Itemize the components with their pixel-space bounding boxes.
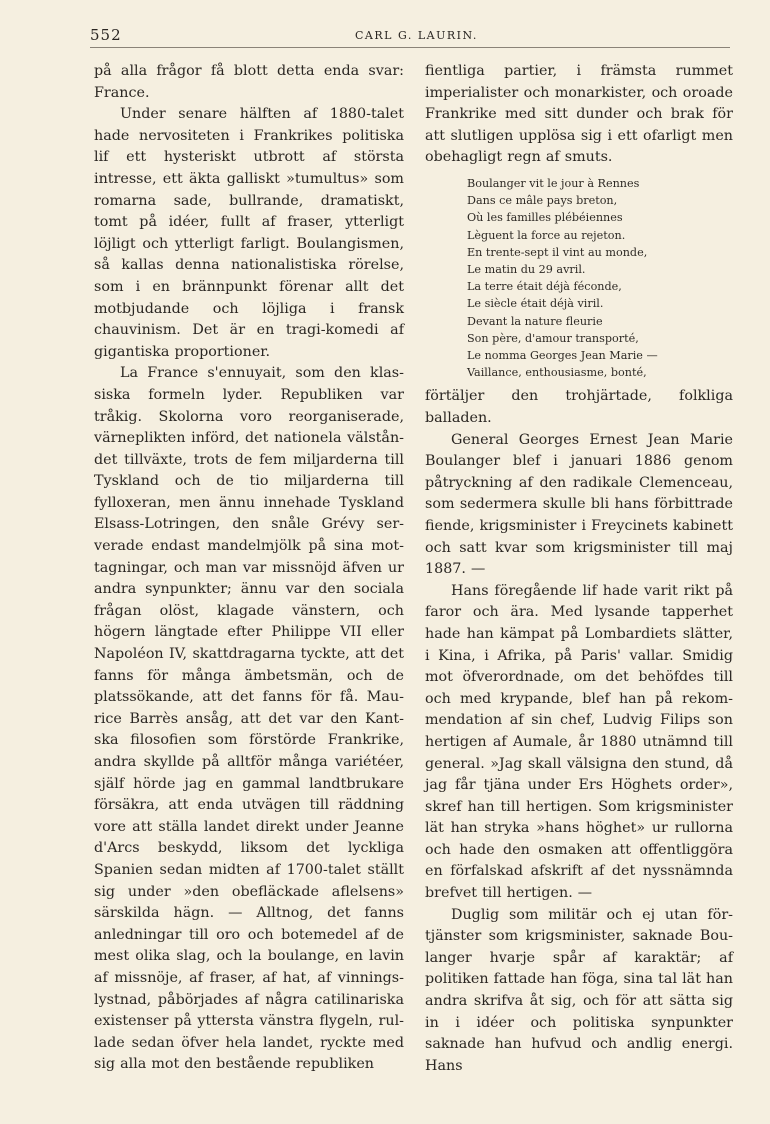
- paragraph: fientliga partier, i främsta rummet imperialister och monarkister, och oroade Frankrike med sitt dunder och brak för att slutligen upplösa sig i ett ofarligt men obehagligt regn af smuts.: [425, 63, 733, 166]
- verse-line: La terre était déjà féconde,: [467, 280, 622, 294]
- verse-line: Boulanger vit le jour à Rennes: [467, 176, 640, 190]
- verse-line: Vaillance, enthousiasme, bonté,: [467, 366, 647, 380]
- verse-line: Dans ce mâle pays breton,: [467, 194, 618, 208]
- verse-line: Son père, d'amour transporté,: [467, 331, 639, 345]
- paragraph: La France s'ennuyait, som den klassiska formeln lyder. Republiken var tråkig. Skolorna voro reorganiserade, värneplikten införd, det nationela välståndet tillväxte, trots de fem miljarderna till Tyskland och de tio miljarderna till fylloxeran, men ännu innehade Tyskland Elsass-Lotringen, den snåle Grévy serverade endast mandelmjölk på sina mottagningar, och man var missnöjd äfven ur andra synpunkter; ännu var den sociala frågan olöst, klagade vänstern, och högern längtade efter Philippe VII eller Napoléon IV, skattdragarna tyckte, att det fanns för många ämbetsmän, och de platssökande, att det fanns för få. Maurice Barrès ansåg, att det var den Kantska filosofien som förstörde Frankrike, andra skyllde på alltför många variétéer, själf hörde jag en gammal landtbrukare försäkra, att enda utvägen till räddning vore att ställa landet direkt under Jeanne d'Arcs beskydd, liksom det lyckliga Spanien sedan midten af 1700-talet ställt sig under »den obefläckade aflelsens» särskilda hägn. — Alltnog, det fanns anledningar till oro och botemedel af de mest olika slag, och la boulange, en lavin af missnöje, af fraser, af hat, af vinningslystnad, påbörjades af några catilinariska existenser på yttersta vänstra flygeln, rullade sedan öfver hela landet, ryckte med sig alla mot den bestående republiken: [94, 365, 404, 1073]
- right-column: [425, 61, 733, 1077]
- running-head: CARL G. LAURIN.: [355, 29, 478, 42]
- header-rule: [90, 47, 730, 48]
- ballad-verse: [467, 175, 733, 381]
- paragraph: Duglig som militär och ej utan förtjänster som krigsminister, saknade Boulanger hvarje spår af karaktär; af politiken fattade han föga, sina tal lät han andra skrifva åt sig, och för att sätta sig in i idéer och politiska synpunkter saknade han hufvud och andlig energi. Hans: [425, 906, 733, 1074]
- verse-line: Où les familles plébéiennes: [467, 211, 623, 225]
- verse-line: En trente-sept il vint au monde,: [467, 245, 648, 259]
- verse-line: Le matin du 29 avril.: [467, 262, 586, 276]
- paragraph: förtäljer den trohjärtade, folkliga balladen.: [425, 388, 733, 426]
- paragraph: Under senare hälften af 1880-talet hade nervositeten i Frankrikes politiska lif ett hysteriskt utbrott af största intresse, ett äkta galliskt »tumultus» som romarna sade, bullrande, dramatiskt, tomt på idéer, fullt af fraser, ytterligt löjligt och ytterligt farligt. Boulangismen, så kallas denna nationalistiska rörelse, som i en brännpunkt förenar allt det motbjudande och löjliga i fransk chauvinism. Det är en tragi-komedi af gigantiska proportioner.: [94, 106, 404, 360]
- left-column: [94, 61, 404, 1076]
- page-header: [90, 22, 730, 46]
- paragraph: General Georges Ernest Jean Marie Boulanger blef i januari 1886 genom påtryckning af den radikale Clemenceau, som sedermera skulle bli hans förbittrade fiende, krigsminister i Freycinets kabinett och satt kvar som krigsminister till maj 1887. —: [425, 431, 733, 578]
- verse-line: Devant la nature fleurie: [467, 314, 603, 328]
- paragraph: Hans föregående lif hade varit rikt på faror och ära. Med lysande tapperhet hade han kämpat på Lombardiets slätter, i Kina, i Afrika, på Paris' vallar. Smidig mot öfverordnade, om det behöfdes till och med krypande, blef han på rekommendation af sin chef, Ludvig Filips son hertigen af Aumale, år 1880 utnämnd till general. »Jag skall välsigna den stund, då jag får tjäna under Ers Höghets order», skref han till hertigen. Som krigsminister lät han stryka »hans höghet» ur rullorna och hade den osmaken att offentliggöra en förfalskad afskrift af det nyssnämnda brefvet till hertigen. —: [425, 582, 733, 902]
- verse-line: Le siècle était déjà viril.: [467, 297, 604, 311]
- verse-line: Le nomma Georges Jean Marie —: [467, 349, 658, 362]
- paragraph: på alla frågor få blott detta enda svar: France.: [94, 63, 404, 101]
- page-number: 552: [90, 26, 122, 44]
- verse-line: Lèguent la force au rejeton.: [467, 228, 626, 242]
